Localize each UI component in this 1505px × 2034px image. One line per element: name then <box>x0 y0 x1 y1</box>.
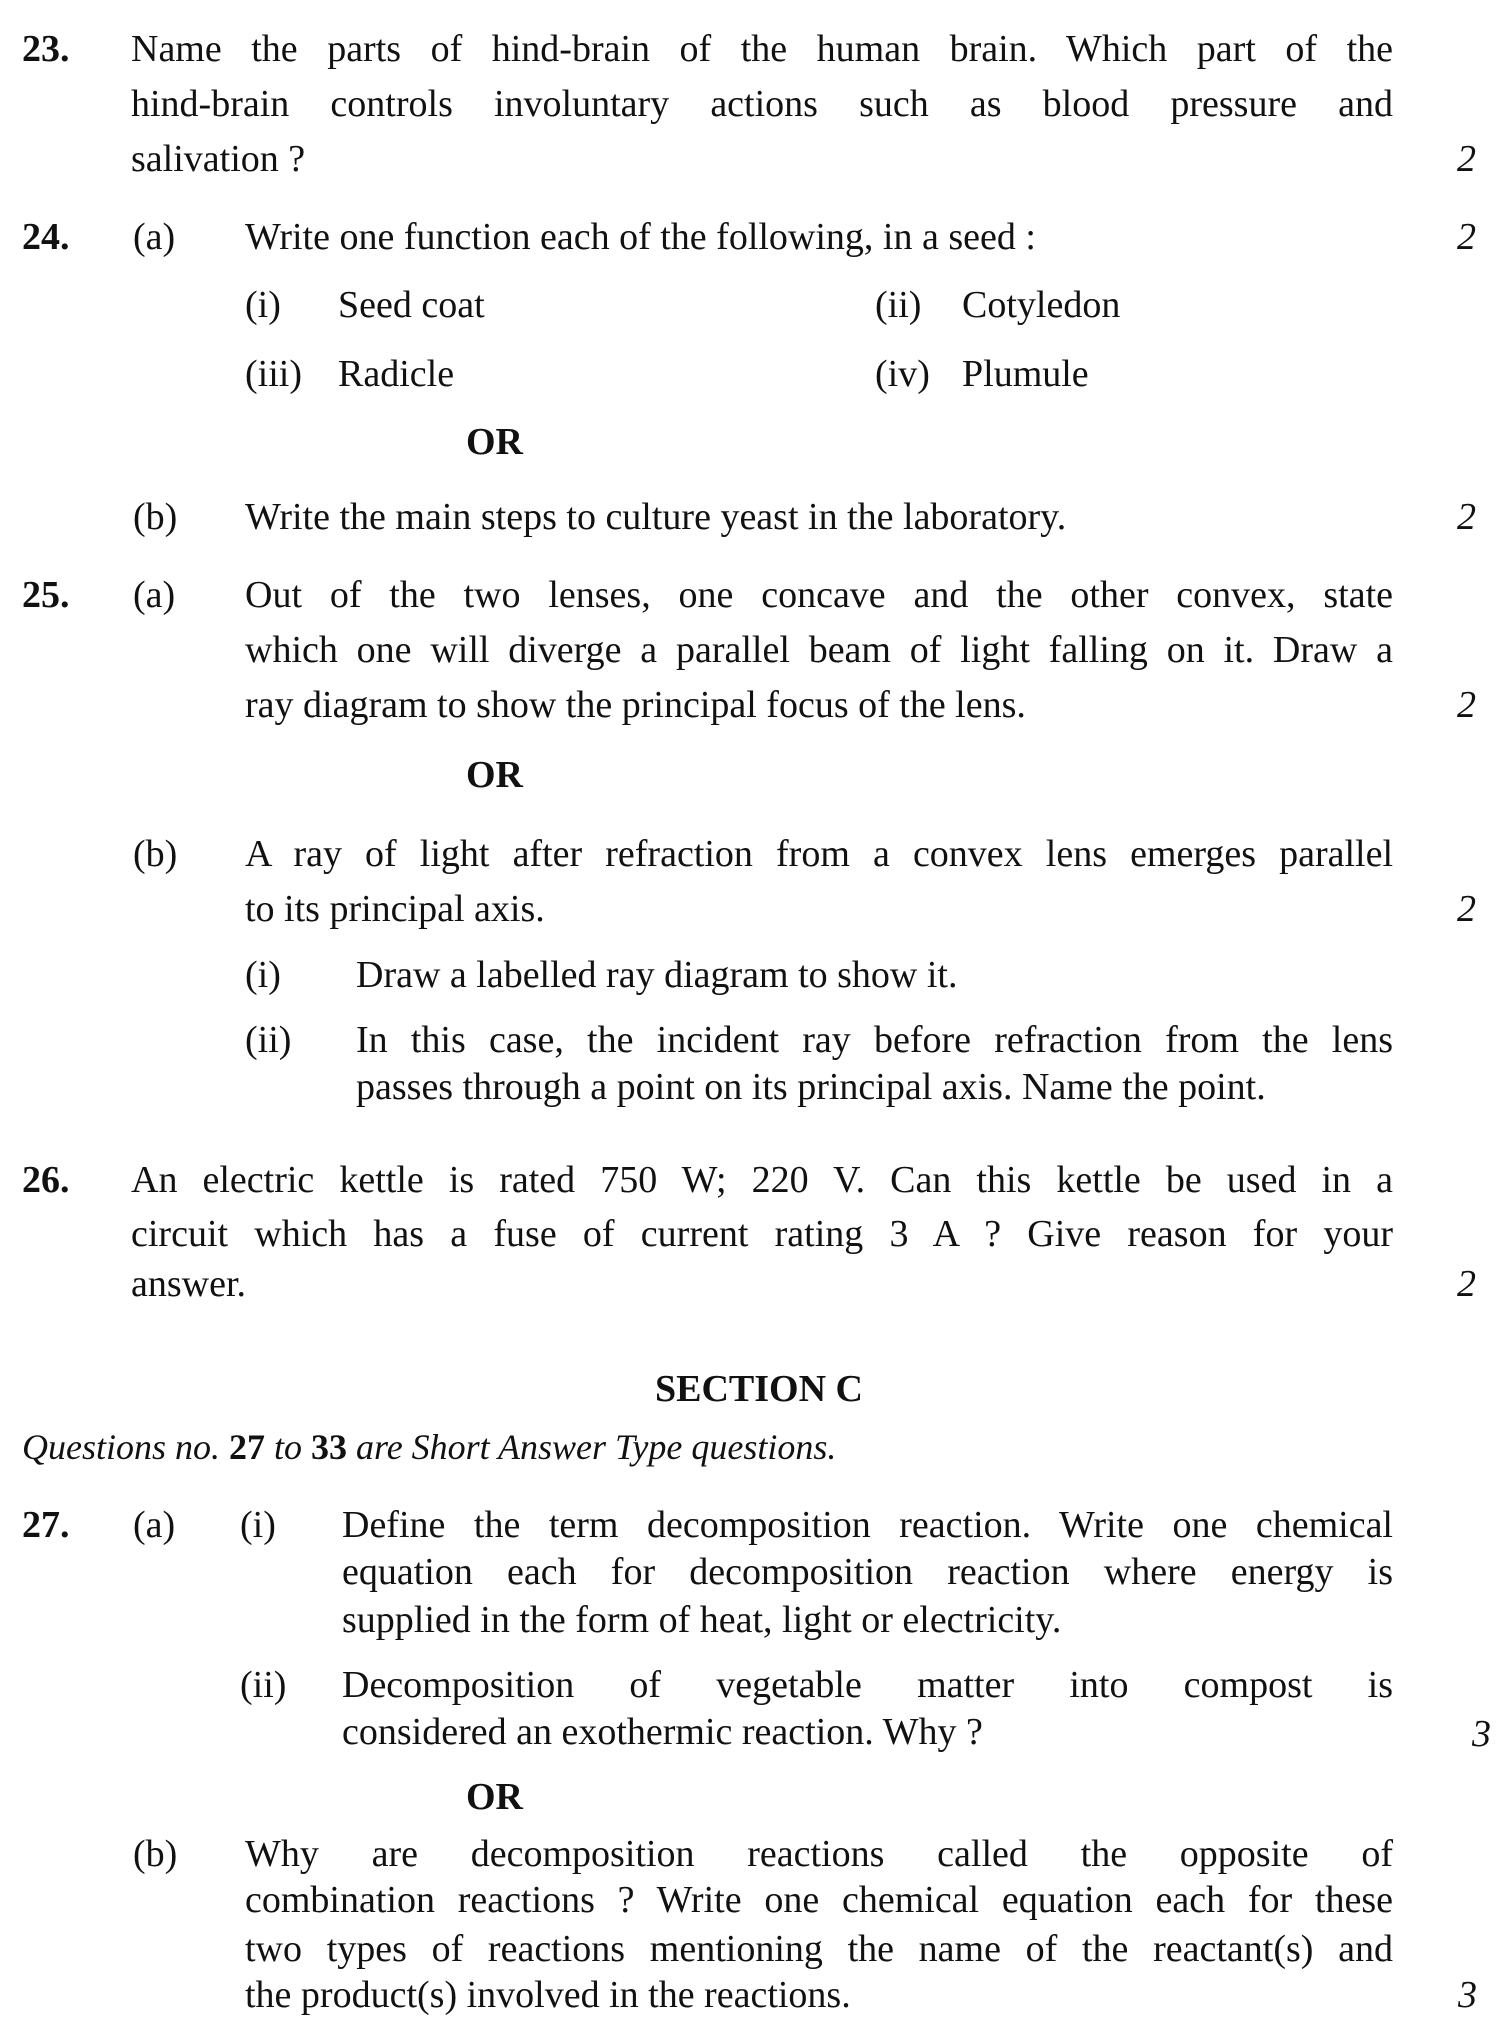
part-text-line: the product(s) involved in the reactions. <box>245 1974 851 2016</box>
instruction-text: Questions no. <box>22 1427 229 1467</box>
part-label: (b) <box>133 833 178 875</box>
item-text-line: Draw a labelled ray diagram to show it. <box>356 954 958 996</box>
part-label: (a) <box>133 216 176 258</box>
question-number: 26. <box>22 1159 70 1201</box>
part-label: (a) <box>133 1504 176 1546</box>
part-label: (b) <box>133 496 178 538</box>
item-text-line: Define the term decomposition reaction. Write one chemical <box>342 1504 1393 1546</box>
item-label: (i) <box>245 284 281 326</box>
instruction-text: to <box>265 1427 312 1467</box>
item-text-line: considered an exothermic reaction. Why ? <box>342 1711 983 1753</box>
part-label: (b) <box>133 1833 178 1875</box>
item-text-line: Decomposition of vegetable matter into compost is <box>342 1664 1393 1706</box>
item-text: Cotyledon <box>962 284 1121 326</box>
instruction-to-number: 33 <box>311 1427 348 1467</box>
marks: 2 <box>1457 138 1476 180</box>
question-number: 23. <box>22 28 70 70</box>
part-text-line: ray diagram to show the principal focus of the lens. <box>245 684 1026 726</box>
question-text-line: hind-brain controls involuntary actions such as blood pressure and <box>131 83 1393 125</box>
item-text: Seed coat <box>338 284 485 326</box>
part-text-line: Out of the two lenses, one concave and the other convex, state <box>245 574 1393 616</box>
question-number: 24. <box>22 216 70 258</box>
marks: 2 <box>1457 216 1476 258</box>
part-text-line: which one will diverge a parallel beam of light falling on it. Draw a <box>245 629 1393 671</box>
or-separator: OR <box>466 754 523 796</box>
part-text-line: A ray of light after refraction from a convex lens emerges parallel <box>245 833 1393 875</box>
marks: 2 <box>1457 888 1476 930</box>
instruction-from-number: 27 <box>229 1427 265 1467</box>
question-number: 27. <box>22 1504 70 1546</box>
item-text-line: In this case, the incident ray before refraction from the lens <box>356 1019 1393 1061</box>
item-label: (ii) <box>245 1019 292 1061</box>
item-text-line: supplied in the form of heat, light or electricity. <box>342 1599 1062 1641</box>
item-label: (iii) <box>245 353 302 395</box>
question-text-line: salivation ? <box>131 138 306 180</box>
marks: 2 <box>1457 684 1476 726</box>
part-text-line: combination reactions ? Write one chemical equation each for these <box>245 1879 1393 1921</box>
part-text-line: Why are decomposition reactions called the opposite of <box>245 1833 1393 1875</box>
item-text-line: passes through a point on its principal axis. Name the point. <box>356 1066 1266 1108</box>
part-label: (a) <box>133 574 176 616</box>
section-heading: SECTION C <box>655 1368 863 1410</box>
section-instruction <box>22 1428 836 1466</box>
or-separator: OR <box>466 1776 523 1818</box>
part-text: Write one function each of the following, in a seed : <box>245 216 1036 258</box>
question-text-line: Name the parts of hind-brain of the human brain. Which part of the <box>131 28 1393 70</box>
question-text-line: circuit which has a fuse of current rating 3 A ? Give reason for your <box>131 1213 1393 1255</box>
or-separator: OR <box>466 421 523 463</box>
marks: 3 <box>1458 1974 1477 2016</box>
question-number: 25. <box>22 574 70 616</box>
item-text-line: equation each for decomposition reaction where energy is <box>342 1551 1393 1593</box>
item-label: (i) <box>245 954 281 996</box>
item-text: Plumule <box>962 353 1089 395</box>
part-text-line: to its principal axis. <box>245 888 545 930</box>
item-text: Radicle <box>338 353 455 395</box>
marks: 2 <box>1457 1263 1476 1305</box>
marks: 2 <box>1457 496 1476 538</box>
instruction-text: are Short Answer Type questions. <box>347 1427 837 1467</box>
question-text-line: answer. <box>131 1263 247 1305</box>
item-label: (ii) <box>875 284 922 326</box>
marks: 3 <box>1472 1713 1491 1755</box>
item-label: (iv) <box>875 353 930 395</box>
item-label: (ii) <box>240 1664 287 1706</box>
part-text-line: two types of reactions mentioning the name of the reactant(s) and <box>245 1928 1393 1970</box>
part-text: Write the main steps to culture yeast in the laboratory. <box>245 496 1067 538</box>
item-label: (i) <box>240 1504 276 1546</box>
question-text-line: An electric kettle is rated 750 W; 220 V. Can this kettle be used in a <box>131 1159 1393 1201</box>
